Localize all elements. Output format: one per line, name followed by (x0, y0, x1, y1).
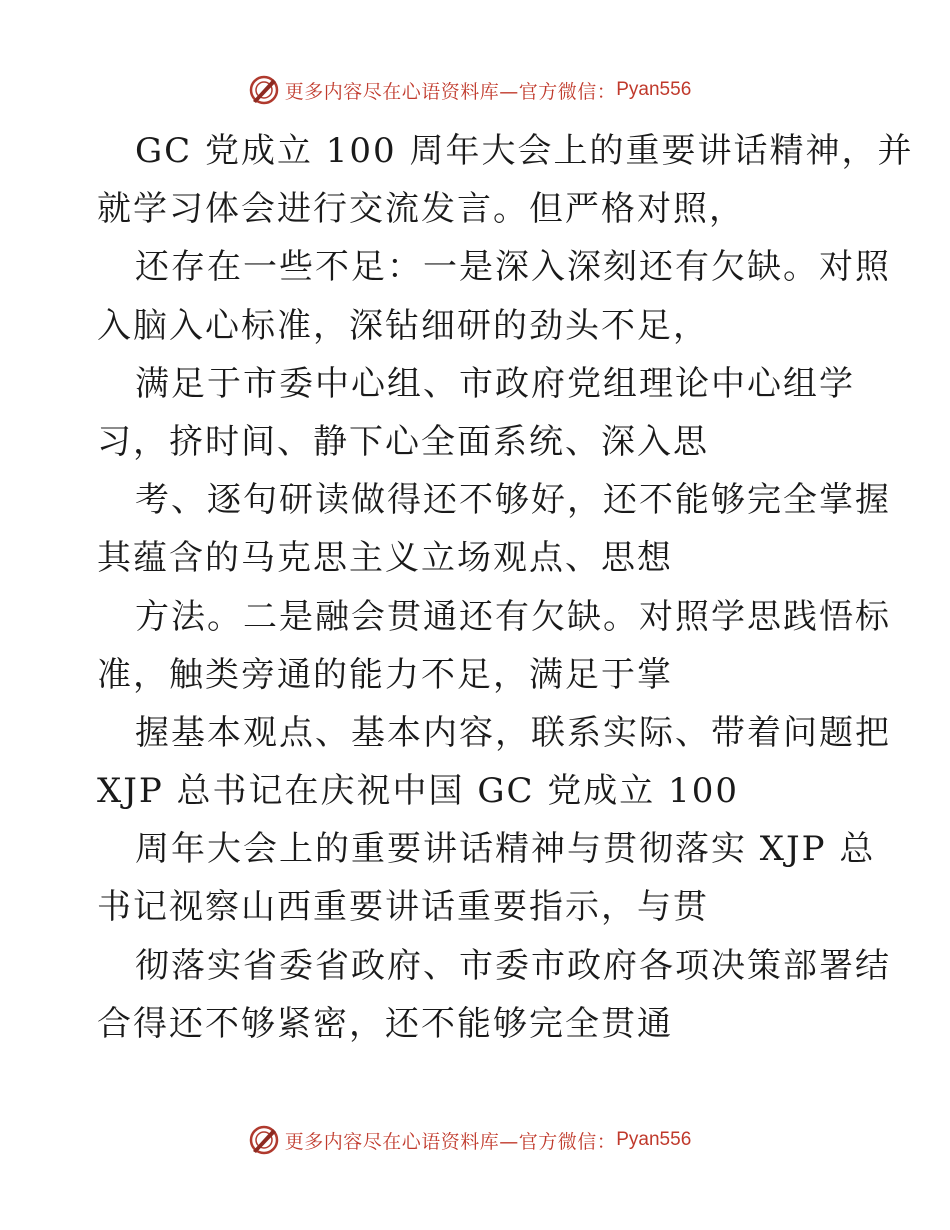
paragraph-line: 习，挤时间、静下心全面系统、深入思 (97, 421, 709, 462)
header-watermark (0, 70, 950, 110)
paragraph-line: 合得还不够紧密，还不能够完全贯通 (97, 1003, 673, 1044)
footer-watermark (0, 1120, 950, 1160)
watermark-text: 更多内容尽在心语资料库—官方微信： (284, 80, 617, 103)
document-body (97, 122, 914, 1053)
watermark-wechat-id: Pyan556 (616, 79, 692, 100)
paragraph-line: GC 党成立 100 周年大会上的重要讲话精神，并 (135, 131, 914, 171)
watermark-wechat-id: Pyan556 (616, 1129, 692, 1150)
paragraph-line: 准，触类旁通的能力不足，满足于掌 (97, 654, 673, 695)
paragraph-line: 满足于市委中心组、市政府党组理论中心组学 (135, 363, 855, 404)
quill-logo-icon (247, 1123, 281, 1157)
paragraph-line: 彻落实省委省政府、市委市政府各项决策部署结 (135, 945, 891, 986)
watermark-text: 更多内容尽在心语资料库—官方微信： (284, 1130, 617, 1153)
paragraph-line: 方法。二是融会贯通还有欠缺。对照学思践悟标 (135, 596, 891, 637)
paragraph-line: 握基本观点、基本内容，联系实际、带着问题把 (135, 712, 891, 753)
quill-logo-icon (247, 73, 281, 107)
paragraph-line: 还存在一些不足：一是深入深刻还有欠缺。对照 (135, 247, 891, 288)
paragraph-line: 其蕴含的马克思主义立场观点、思想 (97, 538, 673, 579)
paragraph-line: 书记视察山西重要讲话重要指示，与贯 (97, 887, 709, 928)
paragraph-line: 周年大会上的重要讲话精神与贯彻落实 XJP 总 (135, 829, 876, 870)
paragraph-line: 考、逐句研读做得还不够好，还不能够完全掌握 (135, 480, 891, 521)
paragraph-line: XJP 总书记在庆祝中国 GC 党成立 100 (97, 771, 740, 812)
paragraph-line: 就学习体会进行交流发言。但严格对照， (97, 189, 745, 230)
paragraph-line: 入脑入心标准，深钻细研的劲头不足， (97, 305, 709, 346)
